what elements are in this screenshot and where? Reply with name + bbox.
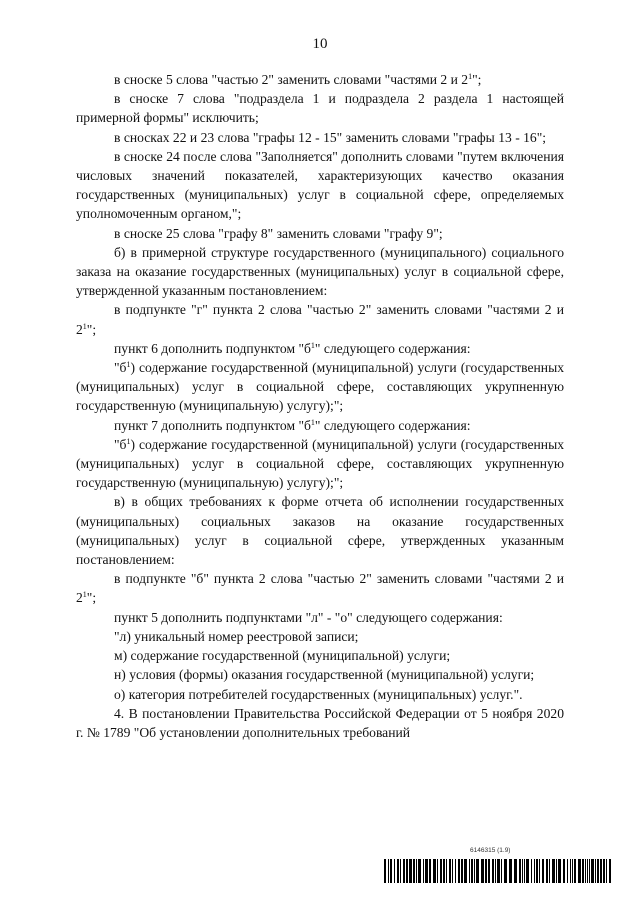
paragraph-p9: "$б^1$) содержание государственной (муниципальной) услуги (государственных (муниципальных) услуг в социальной сфере, составляющих укрупненную государственную (муниципальную) услугу);";	[76, 360, 564, 414]
paragraph-p12: в) в общих требованиях к форме отчета об исполнении государственных (муниципальных) социальных заказов на оказание государственных (муниципальных) услуг в социальной сфере, утвержденных указанным постановлением:	[76, 494, 564, 568]
paragraph-p3: в сносках 22 и 23 слова "графы 12 - 15" заменить словами "графы 13 - 16";	[114, 129, 547, 145]
document-body	[76, 70, 564, 742]
paragraph-p6: б) в примерной структуре государственного (муниципального) социального заказа на оказание государственных (муниципальных) услуг в социальной сфере, утвержденной указанным постановлением:	[76, 244, 564, 299]
paragraph-p10: пункт 7 дополнить подпунктом "$б^1$" следующего содержания:	[114, 417, 471, 433]
paragraph-p4: в сноске 24 после слова "Заполняется" дополнить словами "путем включения числовых значений показателей, характеризующих качество оказания государственных (муниципальных) услуг в социальной сфере, определяемых уполномоченным органом,";	[76, 148, 564, 222]
paragraph-p7: в подпункте "г" пункта 2 слова "частью 2" заменить словами "частями 2 и $2^1$";	[76, 302, 564, 337]
paragraph-p1: в сноске 5 слова "частью 2" заменить словами "частями 2 и $2^1$";	[114, 72, 482, 87]
paragraph-p11: "$б^1$) содержание государственной (муниципальной) услуги (государственных (муниципальных) услуг в социальной сфере, составляющих укрупненную государственную (муниципальную) услугу);";	[76, 436, 564, 491]
page-number: 10	[312, 36, 328, 52]
barcode-icon	[384, 859, 614, 883]
paragraph-p8: пункт 6 дополнить подпунктом "$б^1$" следующего содержания:	[114, 340, 471, 356]
paragraph-p13: в подпункте "б" пункта 2 слова "частью 2" заменить словами "частями 2 и $2^1$";	[76, 571, 564, 606]
document-serial: 6146315 (1.9)	[470, 847, 511, 854]
barcode-block	[384, 847, 614, 883]
paragraph-p15: "л) уникальный номер реестровой записи;	[114, 628, 359, 644]
paragraph-p19: 4. В постановлении Правительства Российской Федерации от 5 ноября 2020 г. № 1789 "Об установлении дополнительных требований	[76, 705, 564, 740]
paragraph-p18: о) категория потребителей государственных (муниципальных) услуг.".	[114, 686, 523, 702]
paragraph-p14: пункт 5 дополнить подпунктами "л" - "о" следующего содержания:	[114, 609, 503, 625]
paragraph-p5: в сноске 25 слова "графу 8" заменить словами "графу 9";	[114, 225, 443, 241]
paragraph-p16: м) содержание государственной (муниципальной) услуги;	[114, 648, 451, 664]
paragraph-p2: в сноске 7 слова "подраздела 1 и подраздела 2 раздела 1 настоящей примерной формы" исключить;	[76, 91, 564, 126]
paragraph-p17: н) условия (формы) оказания государственной (муниципальной) услуги;	[114, 667, 535, 683]
